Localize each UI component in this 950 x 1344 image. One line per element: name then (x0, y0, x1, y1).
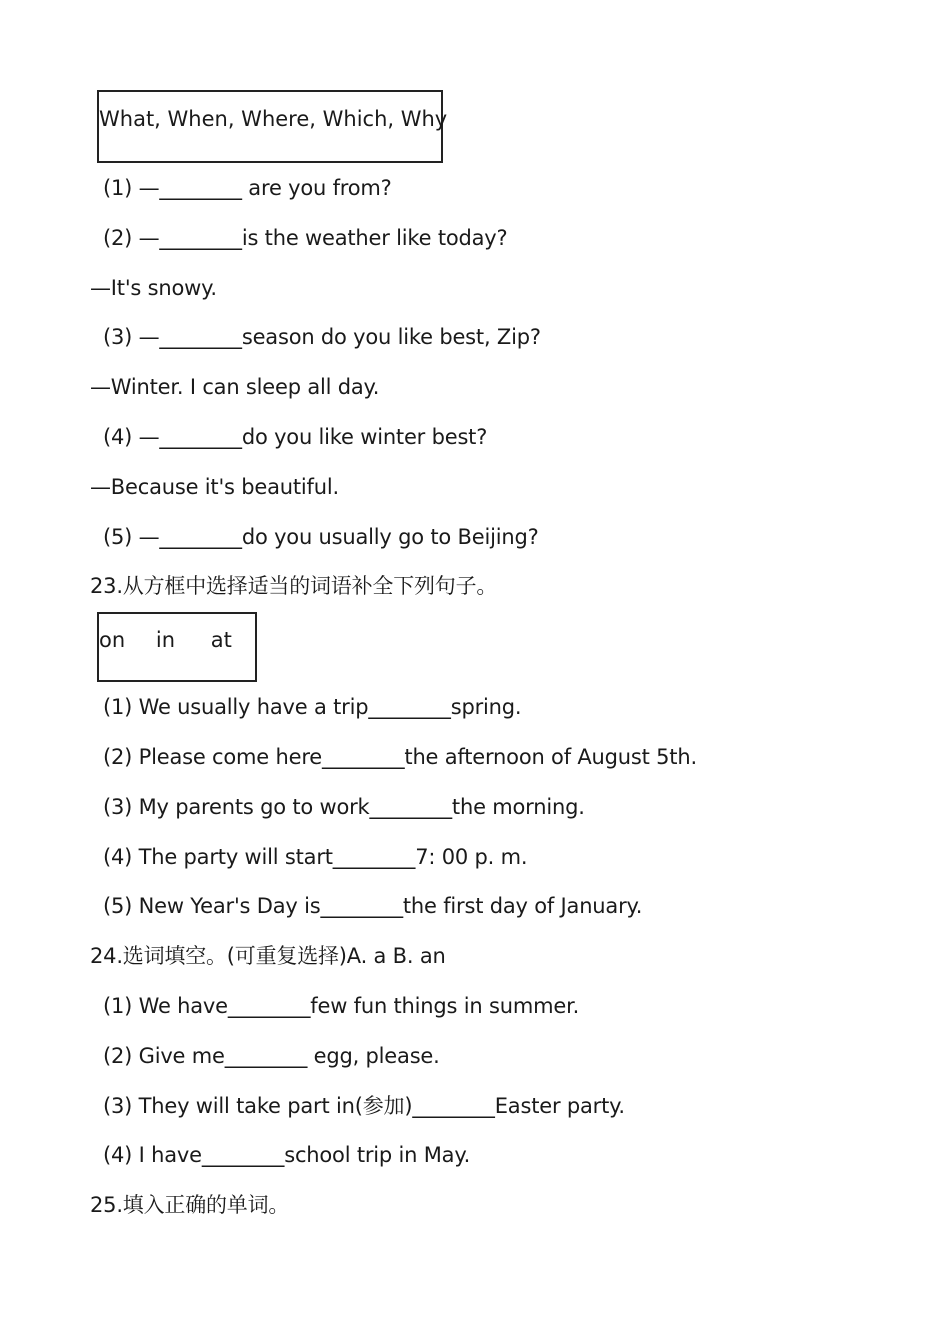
question-24-4: (4) I have________school trip in May. (103, 1143, 471, 1167)
question-22-2: (2) —________is the weather like today? (103, 226, 508, 250)
answer-22-3: —Winter. I can sleep all day. (90, 375, 380, 399)
section-25-heading: 25.填入正确的单词。 (90, 1193, 290, 1217)
question-23-3: (3) My parents go to work________the morning. (103, 795, 585, 819)
section-24-heading: 24.选词填空。(可重复选择)A. a B. an (90, 944, 446, 968)
answer-22-4: —Because it's beautiful. (90, 475, 339, 499)
answer-22-2: —It's snowy. (90, 276, 217, 300)
question-23-2: (2) Please come here________the afternoon of August 5th. (103, 745, 697, 769)
word-box-wh-questions (97, 90, 448, 163)
question-22-5: (5) —________do you usually go to Beijing? (103, 525, 539, 549)
question-23-5: (5) New Year's Day is________the first day of January. (103, 894, 643, 918)
word-box-text: What, When, Where, Which, Why (99, 107, 448, 131)
word-at: at (210, 628, 232, 652)
word-on: on (99, 628, 126, 652)
word-in: in (155, 628, 176, 652)
question-23-4: (4) The party will start________7: 00 p. m. (103, 845, 528, 869)
question-22-3: (3) —________season do you like best, Zip? (103, 325, 541, 349)
section-23-heading: 23.从方框中选择适当的词语补全下列句子。 (90, 574, 498, 598)
question-24-1: (1) We have________few fun things in summer. (103, 994, 580, 1018)
question-23-1: (1) We usually have a trip________spring. (103, 695, 522, 719)
question-24-2: (2) Give me________ egg, please. (103, 1044, 440, 1068)
question-22-4: (4) —________do you like winter best? (103, 425, 488, 449)
question-22-1: (1) —________ are you from? (103, 176, 392, 200)
question-24-3: (3) They will take part in(参加)________Easter party. (103, 1094, 625, 1118)
word-box-prepositions (97, 612, 257, 682)
